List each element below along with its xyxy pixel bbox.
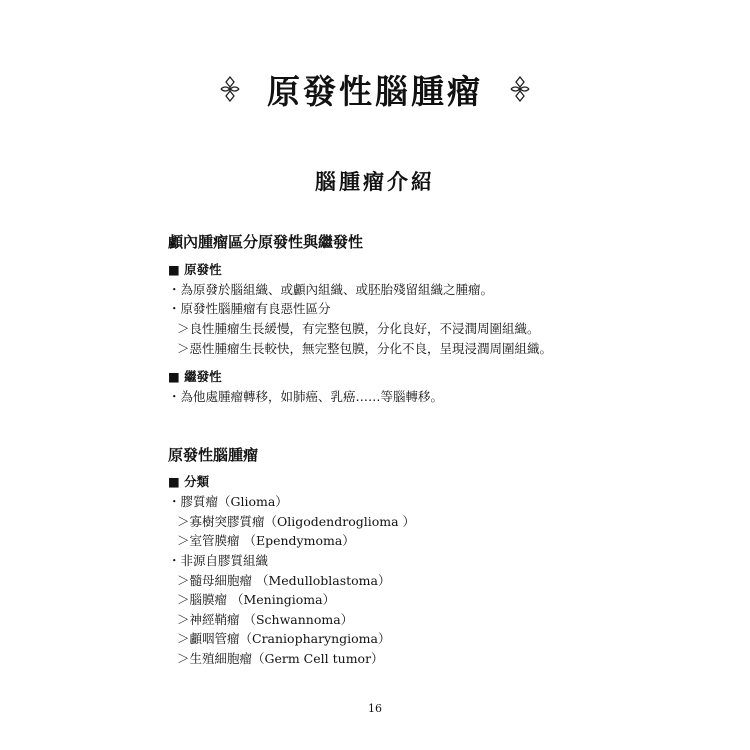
- list-item-oligodendroglioma: ＞寡樹突膠質瘤（Oligodendroglioma ）: [177, 514, 416, 529]
- subheading-primary: ■ 原發性: [168, 262, 222, 277]
- primary-definition: ・為原發於腦組織、或顱內組織、或胚胎殘留組織之腫瘤。: [168, 282, 494, 297]
- list-item-medulloblastoma: ＞髓母細胞瘤 （Medulloblastoma）: [177, 573, 391, 588]
- secondary-definition: ・為他處腫瘤轉移，如肺癌、乳癌……等腦轉移。: [168, 389, 444, 404]
- list-item-germ-cell-tumor: ＞生殖細胞瘤（Germ Cell tumor）: [177, 651, 384, 666]
- list-item-craniopharyngioma: ＞顱咽管瘤（Craniopharyngioma）: [177, 631, 391, 646]
- heading-primary-brain-tumor: 原發性腦腫瘤: [168, 446, 259, 464]
- subheading-secondary: ■ 繼發性: [168, 369, 222, 384]
- list-item-meningioma: ＞腦膜瘤 （Meningioma）: [177, 592, 336, 607]
- primary-classification: ・原發性腦腫瘤有良惡性區分: [168, 301, 331, 316]
- malignant-description: ＞惡性腫瘤生長較快，無完整包膜，分化不良，呈現浸潤周圍組織。: [177, 341, 553, 356]
- ornament-icon: [509, 76, 531, 102]
- list-item-glioma: ・膠質瘤（Glioma）: [168, 494, 288, 509]
- ornament-icon: [219, 76, 241, 102]
- chapter-title-bar: [0, 64, 750, 114]
- subheading-classification: ■ 分類: [168, 474, 210, 489]
- page-number: 16: [368, 702, 382, 715]
- heading-intracranial-tumor: 顱內腫瘤區分原發性與繼發性: [168, 233, 364, 251]
- list-item-ependymoma: ＞室管膜瘤 （Ependymoma）: [177, 533, 355, 548]
- chapter-title: 原發性腦腫瘤: [267, 71, 483, 111]
- benign-description: ＞良性腫瘤生長緩慢，有完整包膜，分化良好，不浸潤周圍組織。: [177, 321, 540, 336]
- list-item-schwannoma: ＞神經鞘瘤 （Schwannoma）: [177, 612, 354, 627]
- list-item-non-glial: ・非源自膠質組織: [168, 553, 269, 568]
- section-title: 腦腫瘤介紹: [315, 169, 435, 194]
